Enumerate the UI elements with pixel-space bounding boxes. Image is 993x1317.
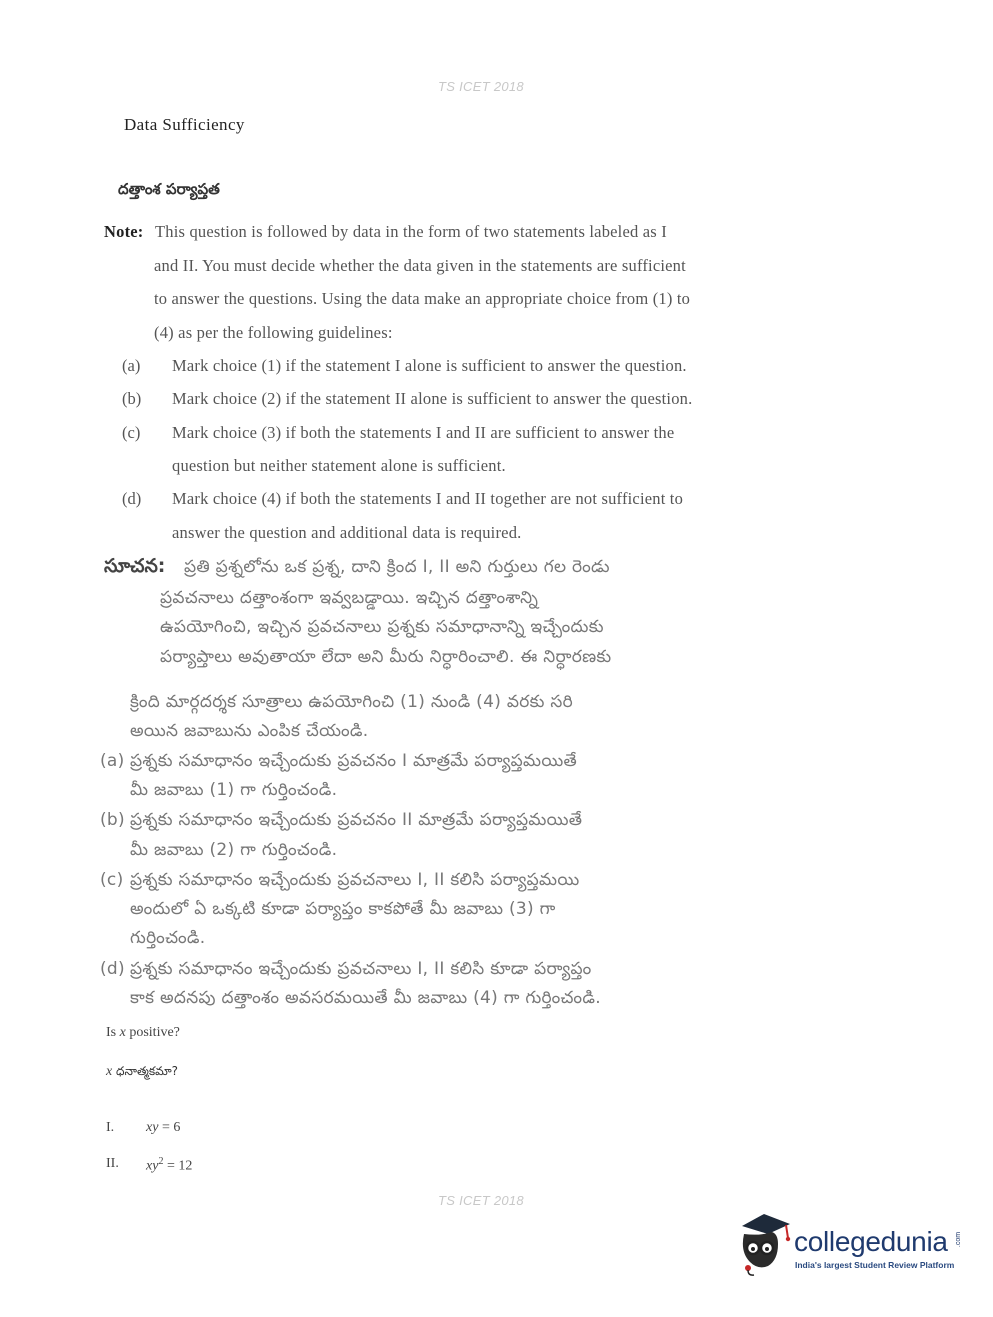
telugu-option-text: ప్రశ్నకు సమాధానం ఇచ్చేందుకు ప్రవచనాలు I, II కలిసి పర్యాప్తమయి	[130, 870, 580, 890]
telugu-option-text: కాక అదనపు దత్తాంశం అవసరమయితే మీ జవాబు (4) గా గుర్తించండి.	[130, 988, 601, 1008]
telugu-option-text: ప్రశ్నకు సమాధానం ఇచ్చేందుకు ప్రవచనాలు I, II కలిసి కూడా పర్యాప్తం	[130, 959, 592, 979]
option-text: question but neither statement alone is sufficient.	[172, 456, 506, 475]
telugu-option-letter: (c)	[100, 870, 124, 890]
telugu-note-line: క్రింది మార్గదర్శక సూత్రాలు ఉపయోగించి (1) నుండి (4) వరకు సరి	[130, 692, 573, 712]
option-text: Mark choice (2) if the statement II alone is sufficient to answer the question.	[172, 389, 693, 408]
telugu-note-line: ఉపయోగించి, ఇచ్చిన ప్రవచనాలు ప్రశ్నకు సమాధానాన్ని ఇచ్చేందుకు	[160, 617, 604, 637]
telugu-note-line: ప్రతి ప్రశ్నలోను ఒక ప్రశ్న, దాని క్రింద I, II అని గుర్తులు గల రెండు	[184, 557, 610, 577]
telugu-note-label: సూచన:	[104, 555, 166, 577]
section-title-telugu: దత్తాంశ పర్యాప్తత	[118, 180, 220, 198]
section-title: Data Sufficiency	[124, 115, 245, 134]
telugu-note-line: ప్రవచనాలు దత్తాంశంగా ఇవ్వబడ్డాయి. ఇచ్చిన దత్తాంశాన్ని	[160, 588, 539, 608]
telugu-option-letter: (b)	[100, 810, 125, 830]
option-text: Mark choice (3) if both the statements I and II are sufficient to answer the	[172, 423, 675, 442]
note-line: This question is followed by data in the form of two statements labeled as I	[155, 222, 667, 241]
telugu-option-text: ప్రశ్నకు సమాధానం ఇచ్చేందుకు ప్రవచనం I మాత్రమే పర్యాప్తమయితే	[130, 751, 578, 771]
option-text: answer the question and additional data is required.	[172, 523, 522, 542]
question-telugu: x ధనాత్మకమా?	[106, 1064, 178, 1079]
option-letter: (d)	[122, 489, 142, 508]
note-line: (4) as per the following guidelines:	[154, 323, 393, 342]
statement-number: II.	[106, 1156, 119, 1171]
statement-number: I.	[106, 1120, 115, 1135]
logo-wordmark: collegedunia	[794, 1226, 948, 1257]
option-text: Mark choice (4) if both the statements I and II together are not sufficient to	[172, 489, 684, 508]
telugu-note-line: పర్యాప్తాలు అవుతాయా లేదా అని మీరు నిర్ధారించాలి. ఈ నిర్ధారణకు	[160, 647, 612, 667]
footer-watermark: TS ICET 2018	[438, 1193, 524, 1208]
telugu-option-text: మీ జవాబు (2) గా గుర్తించండి.	[130, 840, 338, 860]
telugu-option-text: గుర్తించండి.	[130, 928, 206, 948]
statement-expression: xy = 6	[146, 1120, 181, 1135]
option-text: Mark choice (1) if the statement I alone is sufficient to answer the question.	[172, 356, 687, 375]
telugu-option-letter: (a)	[100, 751, 125, 771]
telugu-option-text: ప్రశ్నకు సమాధానం ఇచ్చేందుకు ప్రవచనం II మాత్రమే పర్యాప్తమయితే	[130, 810, 583, 830]
telugu-option-letter: (d)	[100, 959, 125, 979]
telugu-option-text: అందులో ఏ ఒక్కటి కూడా పర్యాప్తం కాకపోతే మీ జవాబు (3) గా	[130, 899, 556, 919]
note-line: and II. You must decide whether the data given in the statements are sufficient	[154, 256, 686, 275]
logo-tagline: India's largest Student Review Platform	[795, 1260, 955, 1270]
collegedunia-mascot-icon	[734, 1212, 794, 1278]
option-letter: (c)	[122, 423, 141, 442]
telugu-note-line: అయిన జవాబును ఎంపిక చేయండి.	[130, 721, 369, 741]
header-watermark: TS ICET 2018	[438, 79, 524, 94]
option-letter: (a)	[122, 356, 141, 375]
telugu-option-text: మీ జవాబు (1) గా గుర్తించండి.	[130, 780, 338, 800]
question-english: Is x positive?	[106, 1025, 180, 1040]
statement-expression: $xy^2 = 12$	[146, 1156, 193, 1174]
note-line: to answer the questions. Using the data make an appropriate choice from (1) to	[154, 289, 691, 308]
option-letter: (b)	[122, 389, 142, 408]
note-label: Note:	[104, 222, 144, 241]
logo-com: .com	[955, 1231, 963, 1248]
